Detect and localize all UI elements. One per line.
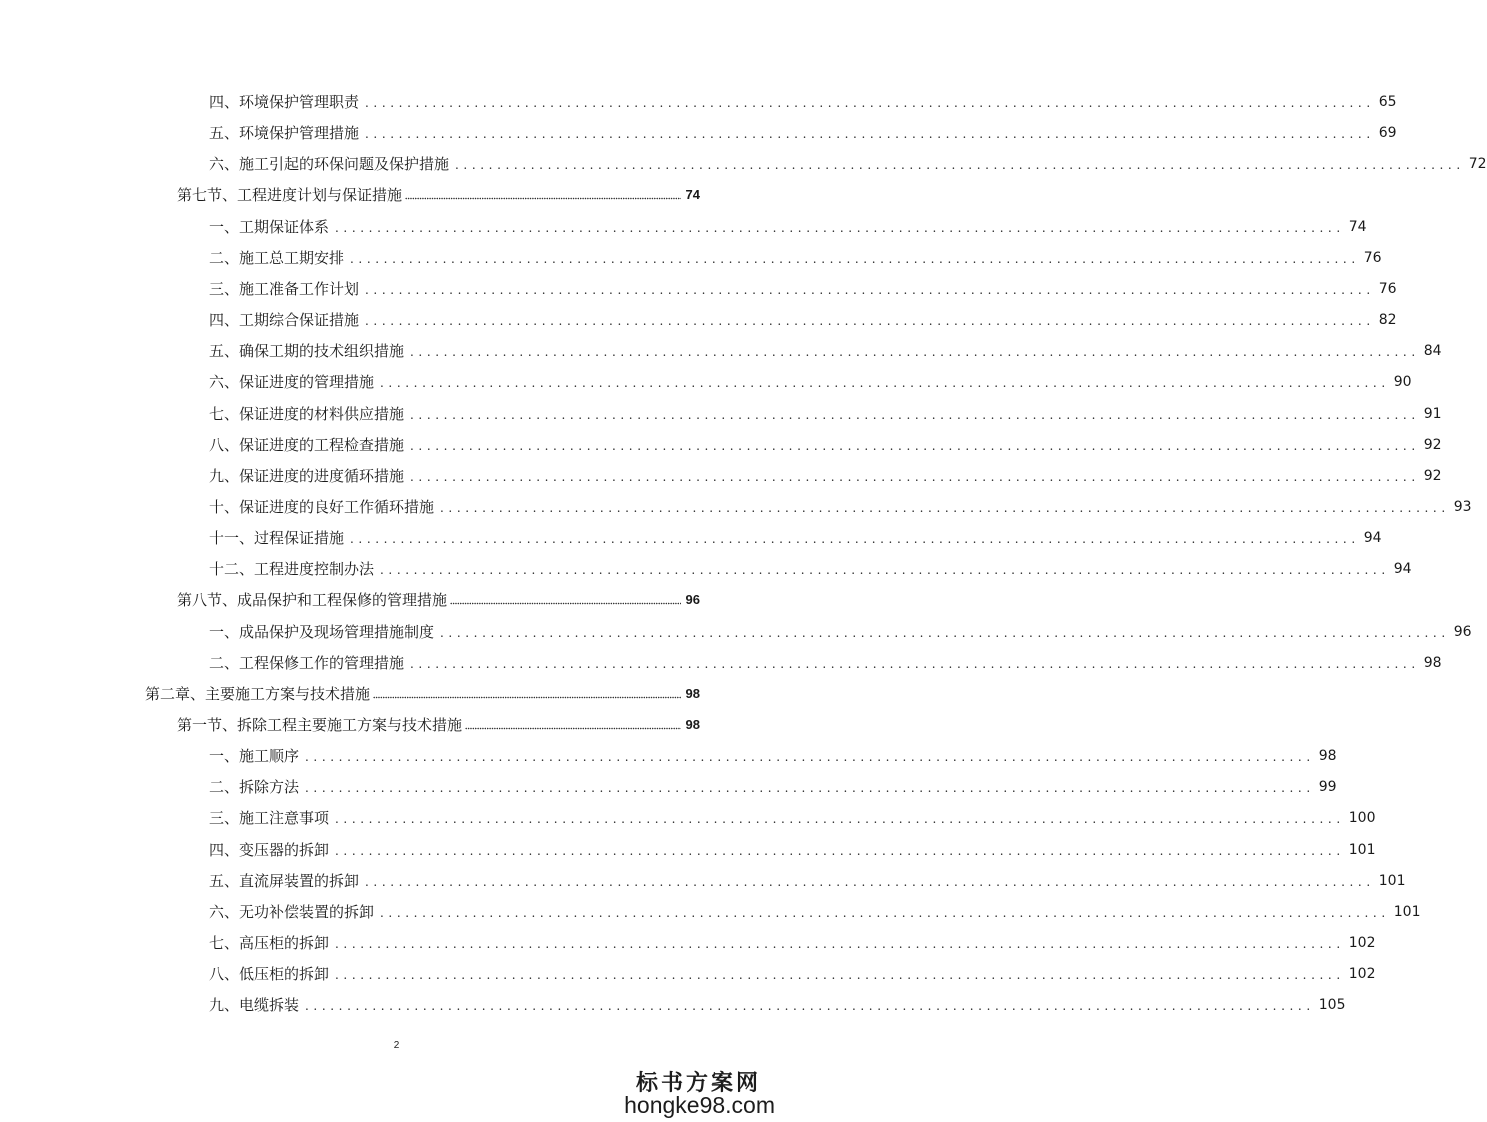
toc-leader-dots xyxy=(405,196,681,200)
toc-entry-page: 82 xyxy=(1378,312,1397,329)
toc-entry-page: 96 xyxy=(1453,623,1472,640)
toc-entry[interactable] xyxy=(209,555,1412,579)
toc-entry-page: 96 xyxy=(685,592,700,608)
toc-entry[interactable] xyxy=(209,462,1442,486)
toc-entry-title: 一、工期保证体系 xyxy=(209,217,330,236)
toc-entry-page: 101 xyxy=(1348,841,1376,858)
toc-entry[interactable] xyxy=(209,804,1376,828)
toc-entry-title: 第二章、主要施工方案与技术措施 xyxy=(145,684,371,703)
toc-entry[interactable] xyxy=(209,991,1346,1015)
toc-entry[interactable] xyxy=(209,618,1472,642)
toc-leader-dots xyxy=(450,601,681,605)
toc-entry-page: 105 xyxy=(1318,997,1346,1014)
toc-entry-title: 九、电缆拆装 xyxy=(209,996,300,1015)
toc-entry[interactable] xyxy=(209,431,1442,455)
toc-entry[interactable] xyxy=(209,524,1382,548)
watermark-logo-en: hongke98.com xyxy=(624,1092,775,1118)
toc-leader-dots: ........................................................................................................................ xyxy=(365,314,1375,329)
toc-entry-page: 94 xyxy=(1363,530,1382,547)
toc-entry-title: 八、保证进度的工程检查措施 xyxy=(209,435,405,454)
toc-leader-dots: ........................................................................................................................ xyxy=(380,905,1390,920)
toc-leader-dots: ........................................................................................................................ xyxy=(440,625,1450,640)
toc-entry-title: 三、施工注意事项 xyxy=(209,809,330,828)
toc-entry[interactable] xyxy=(209,400,1442,424)
toc-leader-dots: ........................................................................................................................ xyxy=(350,251,1360,266)
toc-leader-dots: ........................................................................................................................ xyxy=(335,843,1345,858)
toc-entry[interactable] xyxy=(209,150,1487,174)
toc-leader-dots: ........................................................................................................................ xyxy=(335,812,1345,827)
toc-entry[interactable] xyxy=(209,649,1442,673)
toc-leader-dots: ........................................................................................................................ xyxy=(335,968,1345,983)
toc-entry[interactable] xyxy=(209,773,1337,797)
toc-leader-dots: ........................................................................................................................ xyxy=(335,937,1345,952)
toc-entry-title: 五、环境保护管理措施 xyxy=(209,124,360,143)
toc-entry[interactable] xyxy=(209,929,1376,953)
toc-entry[interactable] xyxy=(209,244,1382,268)
toc-entry-title: 一、成品保护及现场管理措施制度 xyxy=(209,622,435,641)
toc-entry-title: 四、工期综合保证措施 xyxy=(209,311,360,330)
toc-leader-dots xyxy=(465,726,681,730)
toc-entry[interactable] xyxy=(209,337,1442,361)
toc-entry[interactable] xyxy=(209,213,1367,237)
toc-leader-dots: ........................................................................................................................ xyxy=(455,158,1465,173)
toc-entry-page: 91 xyxy=(1423,405,1442,422)
toc-leader-dots: ........................................................................................................................ xyxy=(380,376,1390,391)
toc-entry-page: 94 xyxy=(1393,561,1412,578)
toc-entry-page: 102 xyxy=(1348,935,1376,952)
toc-entry-page: 101 xyxy=(1393,903,1421,920)
toc-entry-title: 二、拆除方法 xyxy=(209,778,300,797)
toc-entry-title: 六、无功补偿装置的拆卸 xyxy=(209,902,375,921)
toc-entry-title: 九、保证进度的进度循环措施 xyxy=(209,466,405,485)
toc-entry-title: 四、环境保护管理职责 xyxy=(209,93,360,111)
toc-entry-page: 92 xyxy=(1423,467,1442,484)
toc-entry[interactable] xyxy=(209,836,1376,860)
toc-entry-page: 102 xyxy=(1348,966,1376,983)
toc-entry-page: 74 xyxy=(1348,218,1367,235)
toc-entry-page: 93 xyxy=(1453,498,1472,515)
toc-leader-dots: ........................................................................................................................ xyxy=(380,563,1390,578)
toc-entry-title: 七、高压柜的拆卸 xyxy=(209,934,330,953)
toc-entry-title: 第七节、工程进度计划与保证措施 xyxy=(177,186,403,205)
toc-entry-page: 98 xyxy=(685,685,700,701)
toc-entry[interactable] xyxy=(177,181,700,205)
toc-leader-dots: ........................................................................................................................ xyxy=(350,532,1360,547)
toc-leader-dots: ........................................................................................................................ xyxy=(410,469,1420,484)
toc-entry-title: 五、直流屏装置的拆卸 xyxy=(209,871,360,890)
toc-entry[interactable] xyxy=(209,368,1412,392)
toc-leader-dots: ........................................................................................................................ xyxy=(410,345,1420,360)
toc-entry-page: 99 xyxy=(1318,779,1337,796)
toc-leader-dots: ........................................................................................................................ xyxy=(335,220,1345,235)
toc-entry[interactable] xyxy=(145,680,700,704)
toc-leader-dots: ........................................................................................................................ xyxy=(305,999,1315,1014)
toc-entry-page: 92 xyxy=(1423,436,1442,453)
toc-leader-dots: ........................................................................................................................ xyxy=(440,500,1450,515)
toc-leader-dots: ........................................................................................................................ xyxy=(365,96,1375,110)
toc-entry[interactable] xyxy=(209,275,1397,299)
toc-entry-page: 65 xyxy=(1378,94,1397,110)
toc-entry-page: 72 xyxy=(1468,156,1487,173)
toc-entry[interactable] xyxy=(209,867,1406,891)
toc-entry-title: 第一节、拆除工程主要施工方案与技术措施 xyxy=(177,716,463,734)
toc-entry-page: 101 xyxy=(1378,872,1406,889)
toc-entry-page: 76 xyxy=(1378,280,1397,297)
toc-entry[interactable] xyxy=(177,711,700,735)
toc-entry-page: 74 xyxy=(685,187,700,203)
toc-leader-dots: ........................................................................................................................ xyxy=(410,407,1420,422)
toc-leader-dots: ........................................................................................................................ xyxy=(305,781,1315,796)
toc-leader-dots: ........................................................................................................................ xyxy=(410,438,1420,453)
toc-leader-dots: ........................................................................................................................ xyxy=(410,656,1420,671)
toc-entry-title: 八、低压柜的拆卸 xyxy=(209,965,330,984)
toc-entry-title: 五、确保工期的技术组织措施 xyxy=(209,342,405,361)
toc-entry[interactable] xyxy=(209,493,1472,517)
toc-entry[interactable] xyxy=(209,306,1397,330)
toc-entry-page: 69 xyxy=(1378,125,1397,142)
toc-leader-dots: ........................................................................................................................ xyxy=(305,750,1315,765)
toc-entry[interactable] xyxy=(209,898,1421,922)
toc-entry[interactable] xyxy=(209,960,1376,984)
toc-leader-dots: ........................................................................................................................ xyxy=(365,127,1375,142)
toc-entry-page: 98 xyxy=(1423,654,1442,671)
toc-entry-title: 十一、过程保证措施 xyxy=(209,529,345,548)
watermark-logo-cn: 标书方案网 xyxy=(635,1070,761,1096)
toc-entry[interactable] xyxy=(209,88,1397,112)
toc-entry-title: 十二、工程进度控制办法 xyxy=(209,560,375,579)
page-number: 2 xyxy=(393,1040,400,1051)
toc-entry-title: 二、施工总工期安排 xyxy=(209,248,345,267)
toc-leader-dots: ........................................................................................................................ xyxy=(365,874,1375,889)
toc-entry-title: 第八节、成品保护和工程保修的管理措施 xyxy=(177,591,448,610)
toc-entry-title: 三、施工准备工作计划 xyxy=(209,279,360,298)
toc-leader-dots xyxy=(373,695,681,699)
toc-entry-page: 98 xyxy=(1318,748,1337,765)
toc-entry-title: 一、施工顺序 xyxy=(209,747,300,766)
toc-entry[interactable] xyxy=(209,119,1397,143)
toc-entry-title: 二、工程保修工作的管理措施 xyxy=(209,653,405,672)
toc-entry-page: 84 xyxy=(1423,343,1442,360)
toc-entry-page: 98 xyxy=(685,717,700,732)
toc-entry-title: 四、变压器的拆卸 xyxy=(209,840,330,859)
toc-entry-title: 六、保证进度的管理措施 xyxy=(209,373,375,392)
toc-entry-title: 十、保证进度的良好工作循环措施 xyxy=(209,497,435,516)
toc-entry-title: 六、施工引起的环保问题及保护措施 xyxy=(209,155,450,174)
toc-entry-page: 76 xyxy=(1363,249,1382,266)
toc-entry-title: 七、保证进度的材料供应措施 xyxy=(209,404,405,423)
toc-entry-page: 100 xyxy=(1348,810,1376,827)
toc-entry[interactable] xyxy=(209,742,1337,766)
toc-entry[interactable] xyxy=(177,586,700,610)
toc-leader-dots: ........................................................................................................................ xyxy=(365,282,1375,297)
toc-entry-page: 90 xyxy=(1393,374,1412,391)
